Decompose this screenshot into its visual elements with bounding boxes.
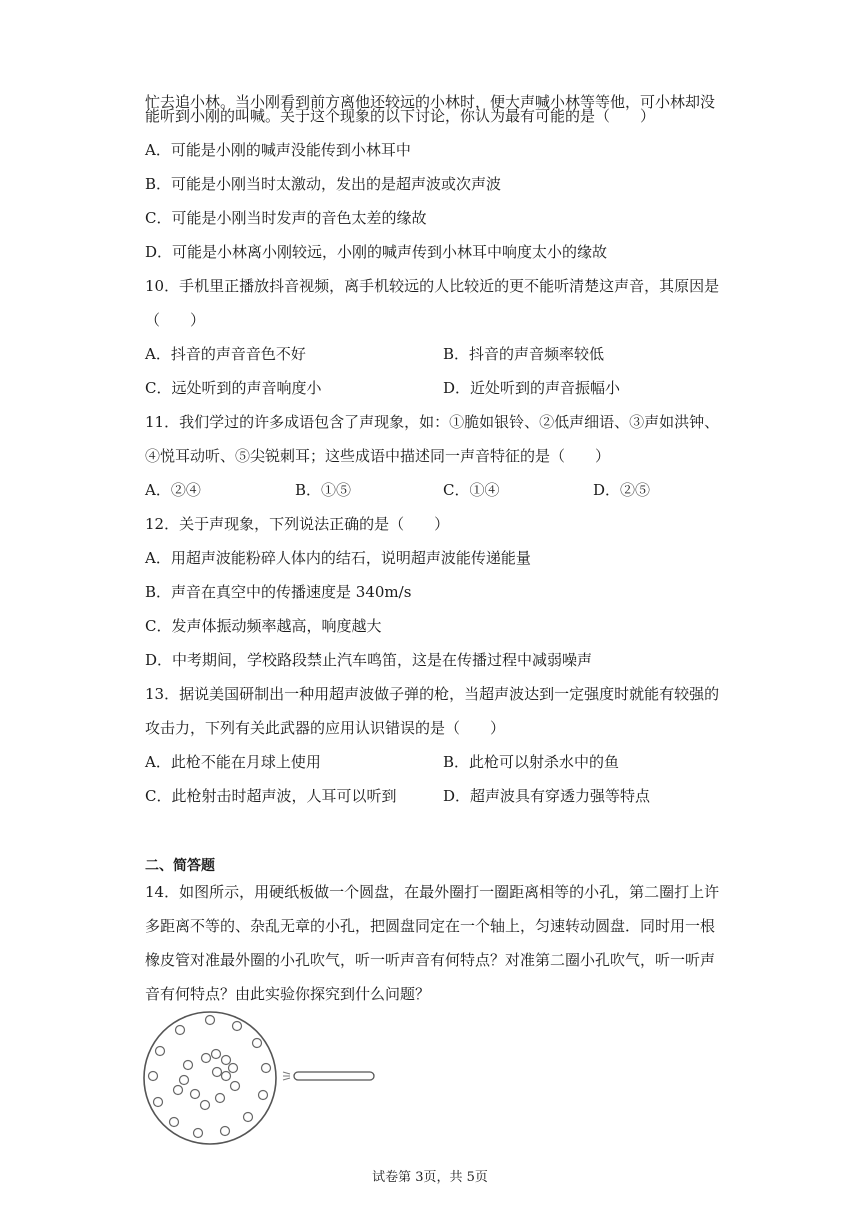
q12-option-b: B．声音在真空中的传播速度是 340m/s	[145, 583, 412, 601]
section-heading: 二、简答题	[145, 858, 215, 874]
q14-line-3: 橡皮管对准最外圈的小孔吹气，听一听声音有何特点？对准第二圈小孔吹气，听一听声	[145, 951, 716, 969]
q11-option-a: A．②④	[145, 481, 201, 499]
q13-stem-line-1: 13．据说美国研制出一种用超声波做子弹的枪，当超声波达到一定强度时就能有较强的	[145, 685, 720, 703]
q12-option-a: A．用超声波能粉碎人体内的结石，说明超声波能传递能量	[145, 549, 531, 567]
q14-line-1: 14．如图所示，用硬纸板做一个圆盘，在最外圈打一圈距离相等的小孔，第二圈打上许	[145, 883, 720, 901]
disk-figure	[140, 1010, 400, 1160]
q13-option-a: A．此枪不能在月球上使用	[145, 753, 321, 771]
q9-option-c: C．可能是小刚当时发声的音色太差的缘故	[145, 209, 427, 227]
q10-stem-line-2: （ ）	[145, 311, 206, 329]
outer-holes	[149, 1016, 271, 1138]
rubber-tube	[294, 1072, 374, 1080]
q12-option-c: C．发声体振动频率越高，响度越大	[145, 617, 382, 635]
q10-option-b: B．抖音的声音频率较低	[443, 345, 605, 363]
q12-stem: 12．关于声现象，下列说法正确的是（ ）	[145, 515, 450, 533]
q13-option-b: B．此枪可以射杀水中的鱼	[443, 753, 620, 771]
q9-stem-line-2: 能听到小刚的叫喊。关于这个现象的以下讨论，你认为最有可能的是（ ）	[145, 107, 656, 125]
q10-option-c: C．远处听到的声音响度小	[145, 379, 322, 397]
q11-stem-line-1: 11．我们学过的许多成语包含了声现象，如：①脆如银铃、②低声细语、③声如洪钟、	[145, 413, 720, 431]
page-footer: 试卷第 3页，共 5页	[372, 1170, 488, 1185]
q11-option-b: B．①⑤	[295, 481, 352, 499]
q14-line-4: 音有何特点？由此实验你探究到什么问题？	[145, 985, 431, 1003]
q13-option-d: D．超声波具有穿透力强等特点	[443, 787, 651, 805]
q9-option-d: D．可能是小林离小刚较远，小刚的喊声传到小林耳中响度太小的缘故	[145, 243, 608, 261]
q11-option-d: D．②⑤	[593, 481, 651, 499]
inner-holes	[174, 1050, 240, 1110]
q9-option-b: B．可能是小刚当时太激动，发出的是超声波或次声波	[145, 175, 502, 193]
q10-option-d: D．近处听到的声音振幅小	[443, 379, 621, 397]
q9-option-a: A．可能是小刚的喊声没能传到小林耳中	[145, 141, 411, 159]
q9-stem-line-1: 忙去追小林。当小刚看到前方离他还较远的小林时，便大声喊小林等等他，可小林却没	[145, 93, 716, 111]
q11-option-c: C．①④	[443, 481, 500, 499]
q10-stem-line-1: 10．手机里正播放抖音视频，离手机较远的人比较近的更不能听清楚这声音，其原因是	[145, 277, 720, 295]
q11-stem-line-2: ④悦耳动听、⑤尖锐刺耳；这些成语中描述同一声音特征的是（ ）	[145, 447, 611, 465]
q14-line-2: 多距离不等的、杂乱无章的小孔，把圆盘同定在一个轴上，匀速转动圆盘．同时用一根	[145, 917, 716, 935]
q13-option-c: C．此枪射击时超声波，人耳可以听到	[145, 787, 397, 805]
air-puff	[283, 1072, 290, 1080]
q13-stem-line-2: 攻击力，下列有关此武器的应用认识错误的是（ ）	[145, 719, 506, 737]
disk-outline	[144, 1012, 276, 1144]
q12-option-d: D．中考期间，学校路段禁止汽车鸣笛，这是在传播过程中减弱噪声	[145, 651, 593, 669]
q10-option-a: A．抖音的声音音色不好	[145, 345, 306, 363]
